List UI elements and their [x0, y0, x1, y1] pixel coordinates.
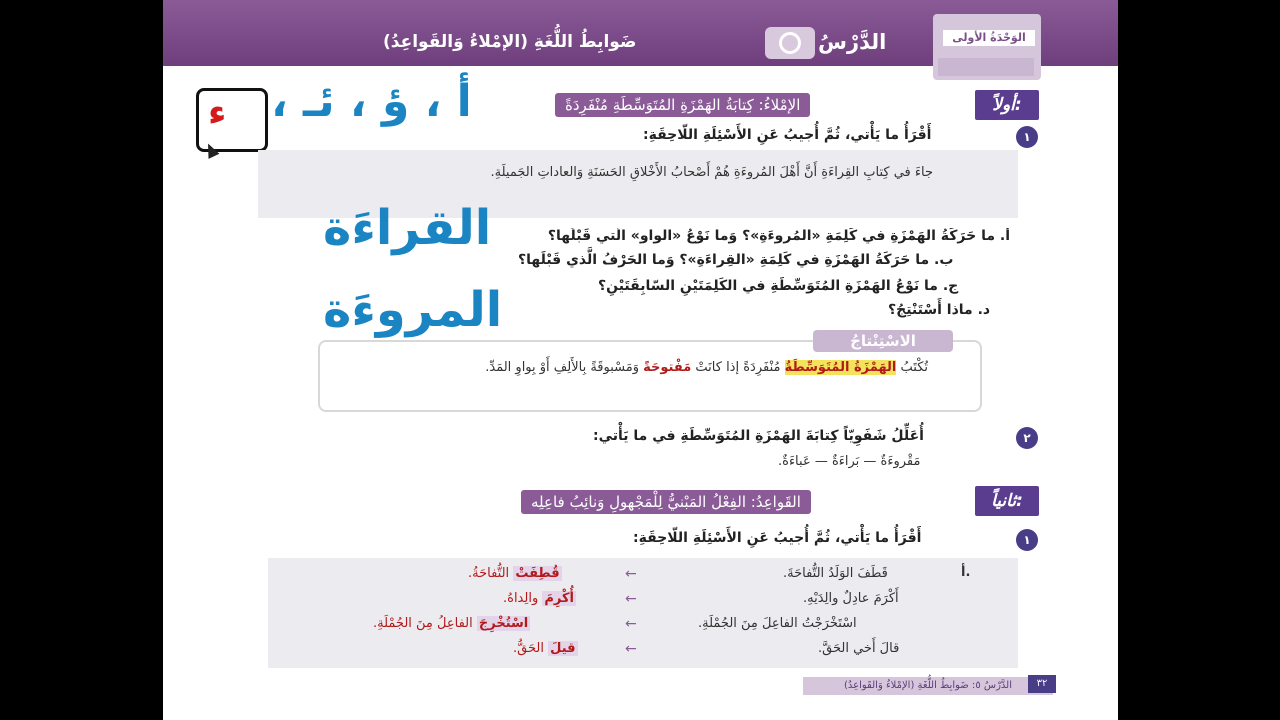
passive-verb: قيلَ: [550, 641, 576, 656]
conclusion-suffix: وَمَسْبوقَةً بِالأَلِفِ أَوْ بِواوِ المَدِّ.: [485, 360, 639, 375]
example-active: قَطَفَ الوَلَدُ التُّفاحَةَ.: [783, 566, 888, 581]
page-number: ٣٢: [1028, 675, 1056, 693]
section-two-label: ثانياً:: [975, 486, 1039, 516]
conclusion-red: مَفْتوحَةً: [643, 360, 692, 375]
sub-question-d: د. ماذا أَسْتَنْتِجُ؟: [888, 302, 991, 318]
question-number: ١: [1016, 529, 1038, 551]
page-footer: الدَّرْسُ ٥: ضَوابِطُ اللُّغَةِ (الإمْلاءُ وَالقَواعِدُ): [803, 677, 1053, 695]
section-one-label: أولاً:: [975, 90, 1039, 120]
lesson-label: الدَّرْسُ: [818, 30, 887, 54]
arrow-left-icon: ←: [625, 591, 637, 607]
question-text: أَقْرَأُ ما يَأْتي، ثُمَّ أُجيبُ عَنِ الأَسْئِلَةِ اللّاحِقَةِ:: [643, 127, 932, 143]
example-passive: [468, 566, 562, 581]
example-passive: [373, 616, 530, 631]
sub-question-b: ب. ما حَرَكَةُ الهَمْزَةِ في كَلِمَةِ «القِراءَةِ»؟ وَما الحَرْفُ الَّذي قَبْلَها؟: [518, 252, 954, 268]
conclusion-tag: الاسْتِنْتاجُ: [813, 330, 953, 352]
conclusion-text: [343, 356, 928, 380]
arrow-left-icon: ←: [625, 566, 637, 582]
passive-verb: قُطِفَتْ: [515, 566, 560, 581]
example-active: اسْتَخْرَجْتُ الفاعِلَ مِنَ الجُمْلَةِ.: [698, 616, 857, 631]
sub-question-c: ج. ما نَوْعُ الهَمْزَةِ المُتَوَسِّطَةِ في الكَلِمَتَيْنِ السّابِقَتَيْنِ؟: [598, 278, 959, 294]
circle-icon: [779, 32, 801, 54]
passive-verb: أُكْرِمَ: [544, 591, 575, 606]
example-active: أَكْرَمَ عادِلٌ والِدَيْهِ.: [803, 591, 899, 606]
example-passive: [503, 591, 576, 606]
big-word-muruaa: المروءَة: [323, 282, 503, 338]
examples-label: أ.: [961, 565, 971, 580]
unit-sub-tab: [938, 58, 1034, 76]
conclusion-highlight: الهَمْزَةُ المُتَوَسِّطَةُ: [784, 360, 897, 375]
section-one-title: الإمْلاءُ: كِتابَةُ الهَمْزَةِ المُتَوَسِّطَةِ مُنْفَرِدَةً: [555, 93, 810, 117]
passive-rest: والِداهُ.: [503, 591, 539, 606]
passage-text: جاءَ في كِتابِ القِراءَةِ أَنَّ أَهْلَ المُروءَةِ هُمْ أَصْحابُ الأَخْلاقِ الحَسَنَةِ وَالعاداتِ الجَميلَةِ.: [490, 165, 933, 180]
hamza-seat-letters: أ ، ؤ ، ئـ ،: [271, 76, 472, 127]
question-words: مَقْروءَةٌ — بَراءَةٌ — عَباءَةٌ.: [778, 454, 921, 469]
passive-verb: اسْتُخْرِجَ: [478, 616, 529, 631]
example-active: قالَ أَخي الحَقَّ.: [818, 641, 900, 656]
passive-rest: التُّفاحَةُ.: [468, 566, 510, 581]
conclusion-prefix: تُكْتَبُ: [900, 360, 928, 375]
question-text: أُعَلِّلُ شَفَوِيّاً كِتابَةَ الهَمْزَةِ المُتَوَسِّطَةِ في ما يَأْتي:: [593, 428, 924, 444]
question-text: أَقْرَأُ ما يَأْتي، ثُمَّ أُجيبُ عَنِ الأَسْئِلَةِ اللّاحِقَةِ:: [633, 530, 922, 546]
hamza-letter-box: [196, 88, 268, 152]
sub-question-a: أ. ما حَرَكَةُ الهَمْزَةِ في كَلِمَةِ «المُروءَةِ»؟ وَما نَوْعُ «الواوِ» الَّتي قَبْلَها؟: [547, 228, 1010, 244]
big-word-qiraa: القراءَة: [323, 200, 492, 256]
question-number: ٢: [1016, 427, 1038, 449]
example-passive: [513, 641, 578, 656]
unit-label: الوَحْدَةُ الأولى: [943, 30, 1035, 46]
arrow-left-icon: ←: [625, 616, 637, 632]
conclusion-middle: مُنْفَرِدَةً إذا كانَتْ: [695, 360, 781, 375]
arrow-left-icon: ←: [625, 641, 637, 657]
hamza-letter: ء: [208, 92, 227, 133]
passive-rest: الفاعِلُ مِنَ الجُمْلَةِ.: [373, 616, 473, 631]
lesson-icon: [765, 27, 815, 59]
lesson-title: ضَوابِطُ اللُّغَةِ (الإمْلاءُ وَالقَواعِدُ): [383, 32, 637, 52]
passive-rest: الحَقُّ.: [513, 641, 544, 656]
question-number: ١: [1016, 126, 1038, 148]
examples-box: [268, 558, 1018, 668]
book-page: [163, 0, 1118, 720]
section-two-title: القَواعِدُ: الفِعْلُ المَبْنيُّ لِلْمَجْهولِ وَنائِبُ فاعِلِه: [521, 490, 811, 514]
